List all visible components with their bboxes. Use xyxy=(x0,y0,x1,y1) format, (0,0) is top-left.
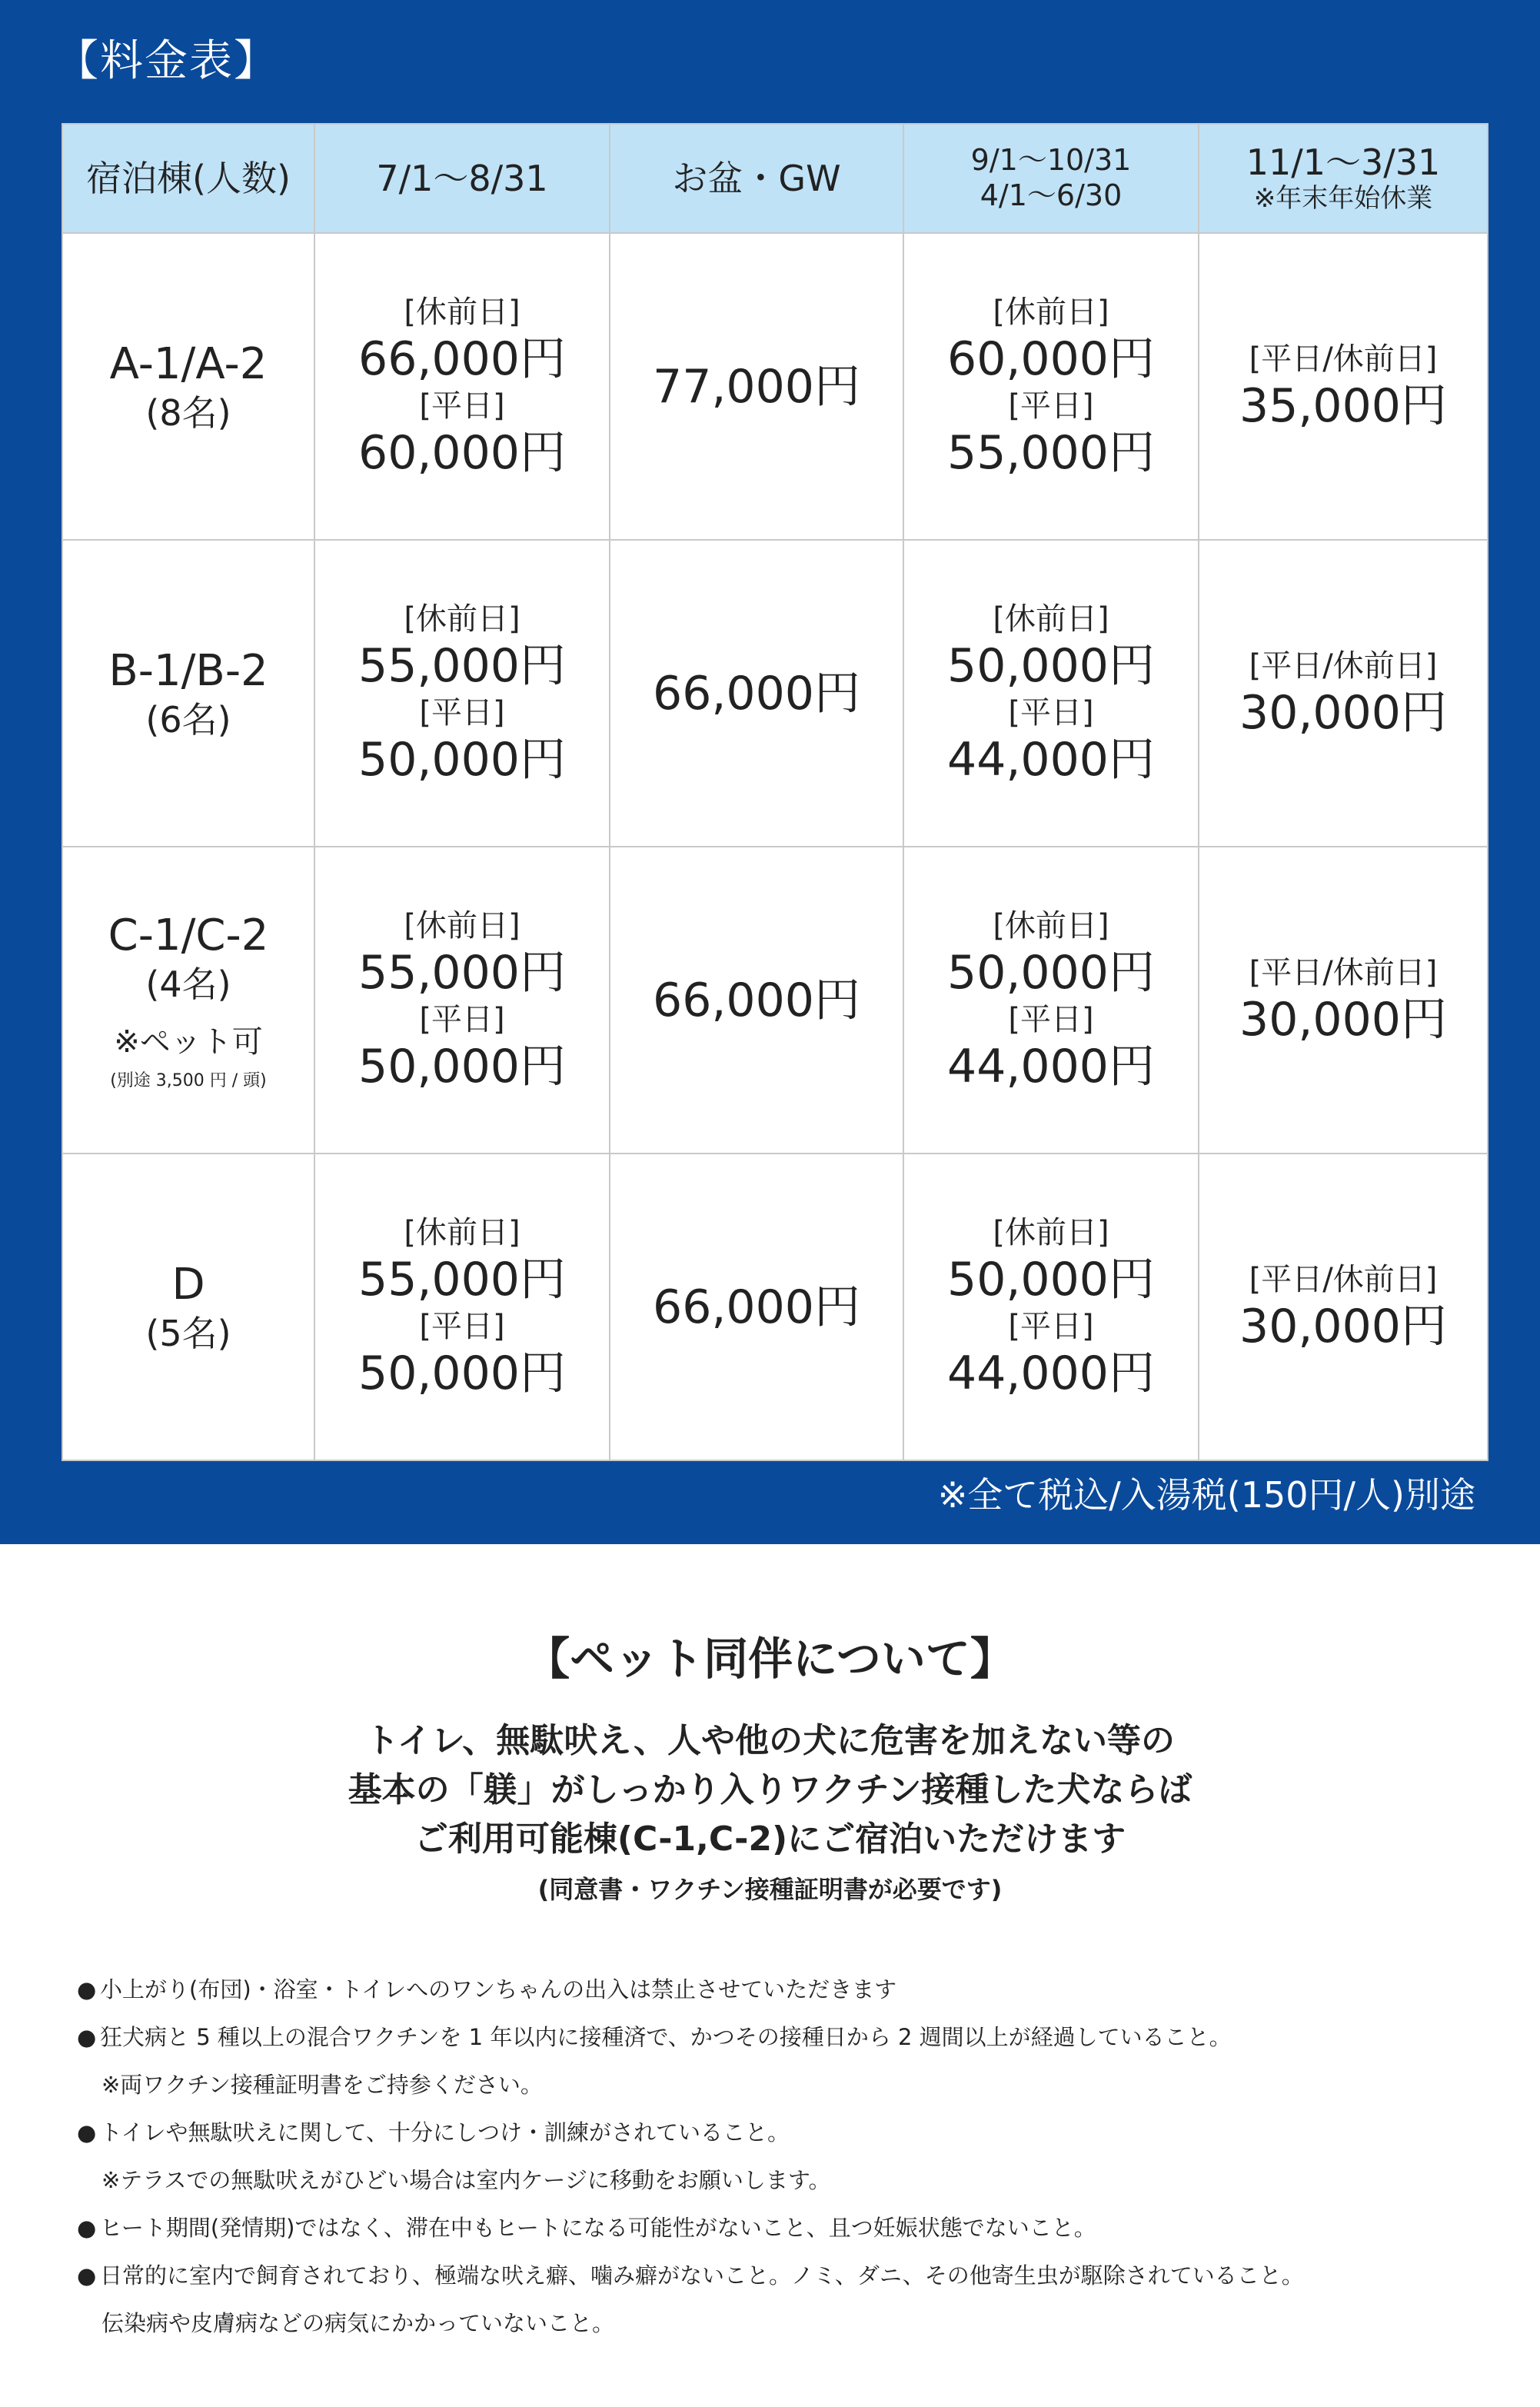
list-item: ● トイレや無駄吠えに関して、十分にしつけ・訓練がされていること。 xyxy=(77,2119,790,2146)
autumn-price-cell: [休前日] 50,000円 [平日] 44,000円 xyxy=(903,1154,1199,1460)
header-building: 宿泊棟(人数) xyxy=(62,124,314,233)
autumn-price-cell: [休前日] 50,000円 [平日] 44,000円 xyxy=(903,540,1199,847)
consent-note: (同意書・ワクチン接種証明書が必要です) xyxy=(537,1875,1003,1904)
list-item-note: ※両ワクチン接種証明書をご持参ください。 xyxy=(101,2071,543,2098)
building-cell xyxy=(62,1154,314,1460)
list-item-note: 伝染病や皮膚病などの病気にかかっていないこと。 xyxy=(101,2309,615,2336)
pet-lead-line: トイレ、無駄吠え、人や他の犬に危害を加えない等の xyxy=(365,1721,1175,1760)
pet-fee-note: (別途 3,500 円 / 頭) xyxy=(110,1071,267,1091)
obon-price-cell: 66,000円 xyxy=(610,1154,903,1460)
building-cell xyxy=(62,540,314,847)
price-table xyxy=(62,123,1488,1461)
list-item: ● 日常的に室内で飼育されており、極端な吠え癖、噛み癖がないこと。ノミ、ダニ、その他寄生虫が駆除されていること。 xyxy=(77,2262,1304,2289)
bullet-icon: ● xyxy=(77,2214,97,2241)
capacity: (6名) xyxy=(145,698,231,741)
bullet-icon: ● xyxy=(77,2119,97,2146)
capacity: (5名) xyxy=(145,1312,231,1354)
capacity: (8名) xyxy=(145,391,231,434)
capacity: (4名) xyxy=(145,963,231,1005)
building-cell xyxy=(62,233,314,540)
winter-price-cell: [平日/休前日] 35,000円 xyxy=(1199,233,1488,540)
header-winter: 11/1〜3/31 ※年末年始休業 xyxy=(1199,124,1488,233)
bullet-icon: ● xyxy=(77,2023,97,2050)
autumn-price-cell: [休前日] 50,000円 [平日] 44,000円 xyxy=(903,847,1199,1154)
table-row xyxy=(62,1154,1488,1460)
building-name: C-1/C-2 xyxy=(108,910,269,960)
winter-price-cell: [平日/休前日] 30,000円 xyxy=(1199,847,1488,1154)
header-summer: 7/1〜8/31 xyxy=(314,124,610,233)
list-item: ● 小上がり(布団)・浴室・トイレへのワンちゃんの出入は禁止させていただきます xyxy=(77,1976,897,2003)
pet-rules-list xyxy=(77,1966,1492,2347)
winter-price-cell: [平日/休前日] 30,000円 xyxy=(1199,540,1488,847)
summer-price-cell: [休前日] 66,000円 [平日] 60,000円 xyxy=(314,233,610,540)
table-header-row xyxy=(62,124,1488,233)
price-table-title: 【料金表】 xyxy=(55,36,278,86)
table-row xyxy=(62,847,1488,1154)
summer-price-cell: [休前日] 55,000円 [平日] 50,000円 xyxy=(314,847,610,1154)
building-name: D xyxy=(171,1259,205,1310)
pet-allowed-note: ※ペット可 xyxy=(114,1024,263,1060)
pet-section-lead xyxy=(0,1716,1540,1863)
list-item: ● 狂犬病と 5 種以上の混合ワクチンを 1 年以内に接種済で、かつその接種日から 2 週間以上が経過していること。 xyxy=(77,2023,1232,2050)
table-row xyxy=(62,540,1488,847)
obon-price-cell: 77,000円 xyxy=(610,233,903,540)
obon-price-cell: 66,000円 xyxy=(610,847,903,1154)
header-obon-gw: お盆・GW xyxy=(610,124,903,233)
summer-price-cell: [休前日] 55,000円 [平日] 50,000円 xyxy=(314,540,610,847)
building-cell xyxy=(62,847,314,1154)
bullet-icon: ● xyxy=(77,2262,97,2289)
building-name: B-1/B-2 xyxy=(108,645,268,696)
list-item: ● ヒート期間(発情期)ではなく、滞在中もヒートになる可能性がないこと、且つ妊娠状態でないこと。 xyxy=(77,2214,1096,2241)
winter-price-cell: [平日/休前日] 30,000円 xyxy=(1199,1154,1488,1460)
table-row xyxy=(62,233,1488,540)
pet-lead-line: ご利用可能棟(C-1,C-2)にご宿泊いただけます xyxy=(414,1819,1126,1859)
pet-section-title: 【ペット同伴について】 xyxy=(525,1633,1015,1685)
summer-price-cell: [休前日] 55,000円 [平日] 50,000円 xyxy=(314,1154,610,1460)
list-item-note: ※テラスでの無駄吠えがひどい場合は室内ケージに移動をお願いします。 xyxy=(101,2166,831,2193)
autumn-price-cell: [休前日] 60,000円 [平日] 55,000円 xyxy=(903,233,1199,540)
tax-note: ※全て税込/入湯税(150円/人)別途 xyxy=(937,1474,1475,1516)
pet-lead-line: 基本の「躾」がしっかり入りワクチン接種した犬ならば xyxy=(348,1769,1192,1809)
bullet-icon: ● xyxy=(77,1976,97,2003)
building-name: A-1/A-2 xyxy=(109,338,268,389)
header-autumn-spring: 9/1〜10/31 4/1〜6/30 xyxy=(903,124,1199,233)
obon-price-cell: 66,000円 xyxy=(610,540,903,847)
